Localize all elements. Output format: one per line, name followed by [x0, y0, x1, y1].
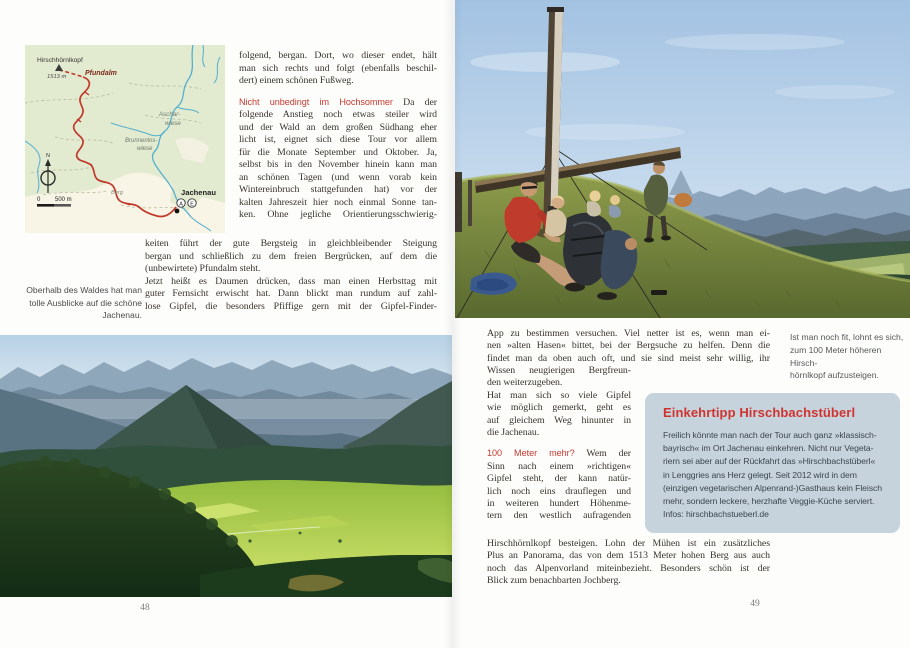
text-line: hörnlkopf aufzusteigen.	[790, 370, 879, 381]
cross-top-cap	[547, 7, 564, 12]
text-line: in Lenggries ans Herz gelegt. Seit 2012 wird in dem	[663, 469, 857, 480]
text-line: App zu bestimmen versuchen. Viel netter ist es, wenn man ei-	[487, 328, 770, 339]
text-line: bergan und schließlich zu dem freien Bergrücken, auf dem die	[145, 250, 437, 262]
text-line: kalten Jahreszeit hier noch einmal Sonne tan-	[239, 196, 437, 208]
photo-margin-note	[790, 331, 906, 382]
valley-photo	[0, 335, 452, 597]
text-line: bayrisch« im Ort Jachenau einkehren. Nicht nur Vegeta-	[663, 443, 874, 454]
text-line: Freilich könnte man nach der Tour auch ganz »klassisch-	[663, 430, 877, 440]
text-line: tern den westlich aufragenden	[487, 510, 631, 522]
text-line: auf gleichem Weg hinunter in	[487, 414, 631, 426]
einkehrtipp-box	[645, 393, 900, 533]
text-line: Oberhalb des Waldes hat man	[26, 285, 142, 295]
map-ascharwiese-label: Aschar-	[159, 111, 181, 118]
text-line: man sich rechts und folgt (ebenfalls beschil-	[239, 62, 437, 74]
einkehrtipp-box-body	[663, 429, 884, 521]
summit-cross-photo	[455, 0, 910, 318]
map-berg-label: Berg	[111, 190, 123, 196]
text-line: keiten führt der gute Bergsteig in gleichbleibender Steigung	[145, 238, 437, 249]
route-start-marker	[177, 199, 185, 208]
trail-map	[25, 45, 225, 233]
text-line: Hat man sich so viele Gipfel	[487, 389, 631, 401]
text-line: lich noch eins drauflegen und	[487, 485, 631, 497]
text-line: Infos: hirschbachstueberl.de	[663, 509, 769, 520]
map-jachenau-label: Jachenau	[181, 188, 217, 197]
map-peak-label: Hirschhörnlkopf	[37, 57, 83, 64]
svg-text:500 m: 500 m	[55, 197, 72, 203]
text-line: Plus an Panorama, das von dem 1513 Meter hohen Berg aus auch	[487, 550, 770, 562]
text-line: riern sei aber auf der Rückfahrt das »Hirschbachstüberl«	[663, 456, 876, 467]
text-line: nen »alten Hasen« bittet, bei der Bergsuche zu helfen. Denn die	[487, 340, 770, 352]
map-brunnenloswiese-label-2: wiese	[137, 146, 153, 152]
map-brunnenloswiese-label: Brunnenlos-	[125, 138, 158, 144]
text-line: Nicht unbedingt im Hochsommer Da der	[239, 96, 438, 108]
svg-text:A: A	[179, 201, 183, 208]
text-line: Ist man noch fit, lohnt es sich,	[790, 332, 904, 342]
text-line: noch das Alpenvorland miteinbezieht. Besonders schön ist der	[487, 562, 770, 574]
text-line: den weiterzugeben.	[487, 377, 563, 389]
svg-text:0: 0	[37, 197, 41, 203]
text-line: lose Gipfel, die besonders Pfiffige gern mit der Gipfel-Finder-	[145, 300, 437, 312]
text-line: Jetzt heißt es Daumen drücken, dass man einen Herbsttag mit	[145, 275, 437, 287]
right-body-wide-top	[487, 328, 770, 365]
text-line: licht ist, eignet sich diese Tour vor allem	[239, 134, 437, 145]
text-line: Blick zum benachbarten Jochberg.	[487, 575, 621, 587]
text-line: Hirschhörnlkopf besteigen. Lohn der Mühen ist ein zusätzliches	[487, 538, 770, 549]
text-line: guter Fernsicht erwischt hat. Dann blickt man rundum auf zahl-	[145, 288, 437, 299]
map-elevation-label: 1513 m	[47, 74, 67, 80]
text-line: dert) einem schönen Fußweg.	[239, 75, 354, 86]
route-end-marker	[188, 199, 196, 208]
text-line	[239, 88, 437, 96]
text-line: (unbewirtete) Pfundalm steht.	[145, 263, 261, 274]
red-run-in-heading: Nicht unbedingt im Hochsommer	[239, 96, 393, 107]
text-line: mehr, sondern leckere, herzhafte Veggie-Küche serviert.	[663, 496, 875, 507]
text-line: folgend, bergan. Dort, wo dieser endet, hält	[239, 50, 437, 61]
einkehrtipp-box-title: Einkehrtipp Hirschbachstüberl	[663, 405, 856, 420]
map-ascharwiese-label-2: wiese	[165, 120, 181, 127]
text-line: folgende Anstieg noch etwas steiler wird	[239, 109, 437, 120]
text-line: Sinn nach einem »richtigen«	[487, 460, 631, 472]
text-line: zum 100 Meter höheren Hirsch-	[790, 344, 882, 368]
map-photo-caption	[18, 284, 142, 322]
right-body-narrow-column	[487, 365, 631, 523]
text-line: selbst bis in den November hinein kann man	[239, 159, 437, 170]
red-run-in-heading: 100 Meter mehr?	[487, 448, 575, 459]
text-line: die Jachenau.	[487, 427, 540, 439]
text-line: ken. Ohne jegliche Orientierungsschwierig-	[239, 209, 437, 220]
left-body-wide-column	[145, 238, 437, 313]
text-line: findet man da oben auch oft, und sie sind meist sehr willig, ihr	[487, 352, 770, 364]
page-number-left: 48	[140, 603, 150, 613]
camera-on-grass	[651, 290, 667, 295]
village-dot	[175, 209, 180, 214]
text-line: (einzigen vegetarischen Alpenrand-)Gasthaus kein Fleisch	[663, 482, 882, 493]
text-line: Gipfel steht, der kann natür-	[487, 473, 631, 485]
right-body-wide-bottom	[487, 538, 770, 588]
text-line: tolle Ausblicke auf die schöne	[29, 297, 142, 308]
text-line: 100 Meter mehr? Wem der	[487, 448, 632, 460]
text-line: für die Monate September und Oktober. Ja,	[239, 146, 437, 158]
text-line: und der Wald an dem großen Südhang eher	[239, 121, 437, 133]
text-line: Jachenau.	[102, 310, 142, 321]
text-line: an schönen Tagen (und wenn vorab kein	[239, 171, 437, 183]
left-body-column	[239, 50, 437, 222]
page-number-right: 49	[750, 599, 760, 609]
text-line: in weiteren hundert Höhenme-	[487, 498, 631, 510]
text-line	[487, 439, 631, 447]
svg-text:N: N	[46, 153, 50, 159]
svg-text:E: E	[190, 201, 194, 208]
text-line: Wissen neugierigen Bergfreun-	[487, 365, 631, 376]
map-pfundalm-label: Pfundalm	[85, 70, 117, 77]
text-line: Wintereinbruch stattgefunden hat) vor der	[239, 184, 437, 195]
text-line: wie möglich gemerkt, geht es	[487, 402, 631, 414]
orange-backpack	[674, 193, 692, 207]
